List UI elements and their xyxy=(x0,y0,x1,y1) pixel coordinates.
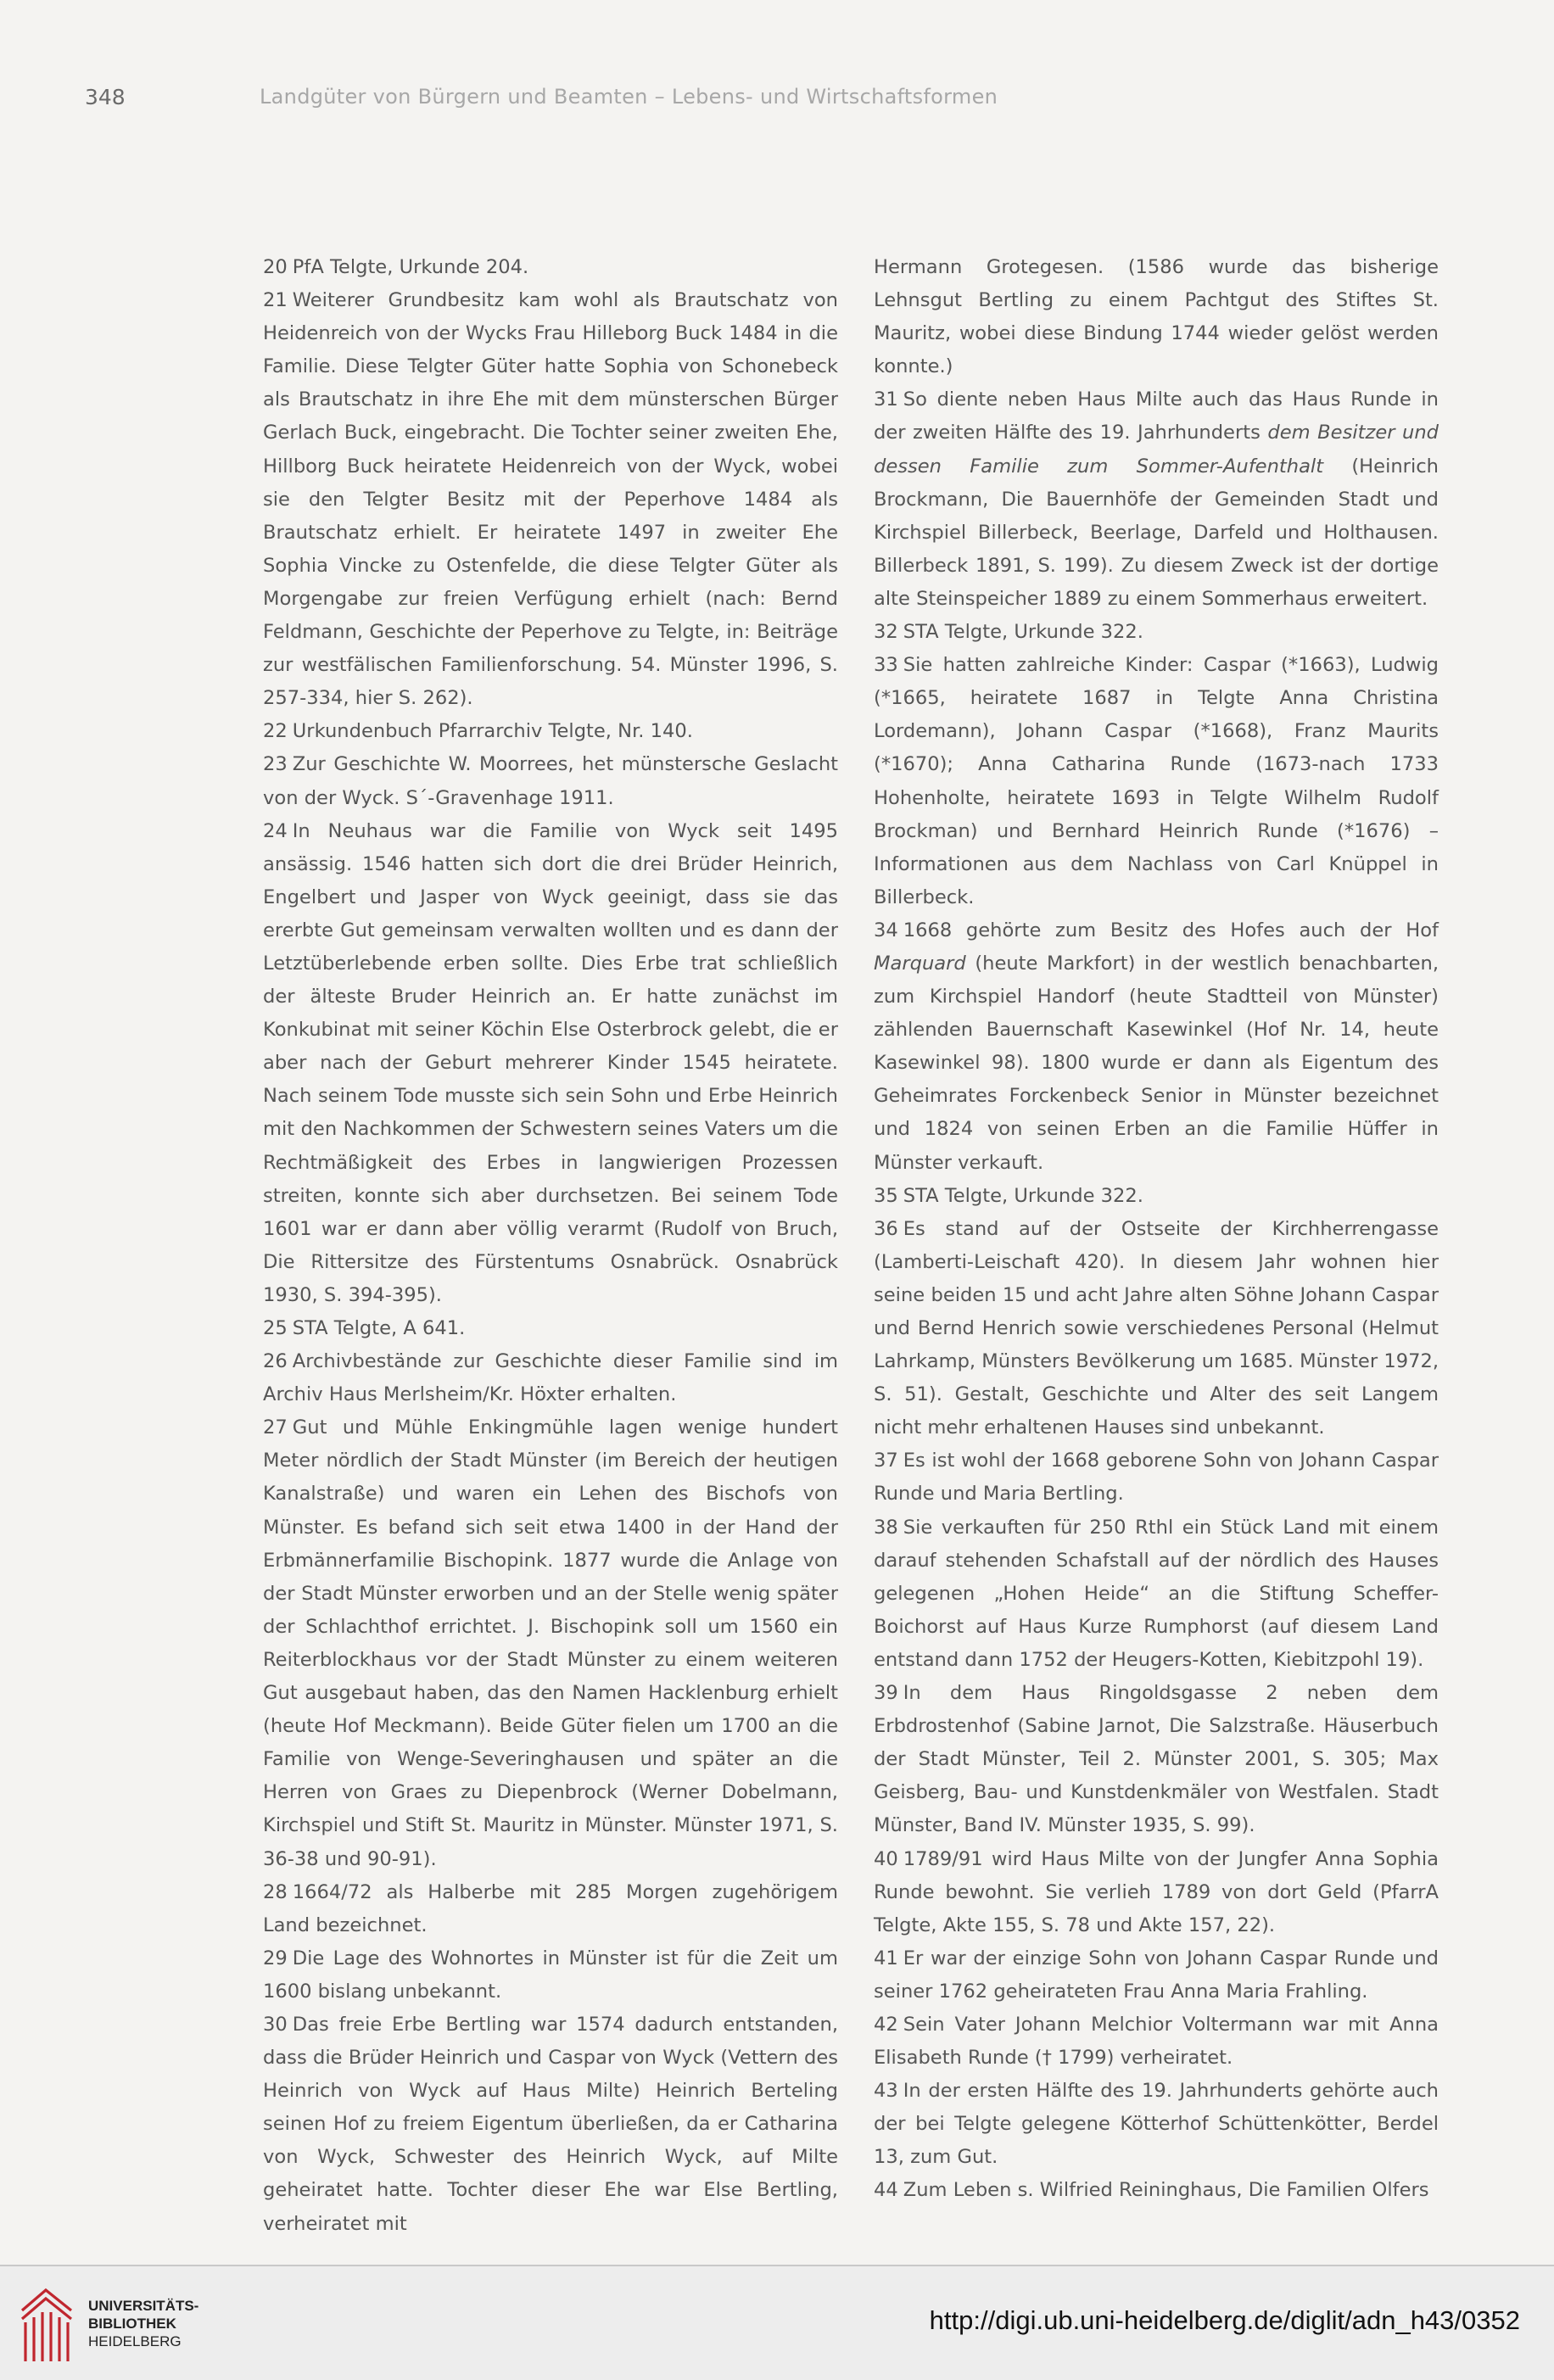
footnote xyxy=(263,1345,838,1411)
footnote-number: 34 xyxy=(874,919,898,941)
footnote-number: 25 xyxy=(263,1317,288,1339)
footnote-text: Gut und Mühle Enkingmühle lagen wenige hundert Meter nördlich der Stadt Münster (im Bereich der heutigen Kanalstraße) und waren ein Lehen des Bischofs von Münster. Es befand sich seit etwa 1400 in der Hand der Erbmännerfamilie Bischopink. 1877 wurde die Anlage von der Stadt Münster erworben und an der Stelle wenig später der Schlachthof errichtet. J. Bischopink soll um 1560 ein Reiterblockhaus vor der Stadt Münster zu einem weiteren Gut ausgebaut haben, das den Namen Hacklenburg erhielt (heute Hof Meckmann). Beide Güter fielen um 1700 an die Familie von Wenge-Severinghausen und später an die Herren von Graes zu Diepenbrock (Werner Dobelmann, Kirchspiel und Stift St. Mauritz in Münster. Münster 1971, S. 36-38 und 90-91). xyxy=(263,1416,838,1870)
footnote-text: Archivbestände zur Geschichte dieser Familie sind im Archiv Haus Merlsheim/Kr. Höxter erhalten. xyxy=(263,1350,838,1406)
footnote xyxy=(263,251,838,284)
footnote-number: 23 xyxy=(263,753,288,776)
footnote-number: 20 xyxy=(263,256,288,278)
footnote-number: 31 xyxy=(874,388,898,411)
footnote-text: Sie verkauften für 250 Rthl ein Stück Land mit einem darauf stehenden Schafstall auf der nördlich des Hauses gelegenen „Hohen Heide“ an die Stiftung Scheffer-Boichorst auf Haus Kurze Rumphorst (auf diesem Land entstand dann 1752 der Heugers-Kotten, Kiebitzpohl 19). xyxy=(874,1516,1439,1671)
library-name-line3: HEIDELBERG xyxy=(88,2333,182,2349)
footnote xyxy=(874,2008,1439,2075)
footnote xyxy=(263,815,838,1312)
footnote-number: 37 xyxy=(874,1450,898,1472)
footnote-text: Die Lage des Wohnortes in Münster ist für die Zeit um 1600 bislang unbekannt. xyxy=(263,1947,838,2003)
footnote xyxy=(263,715,838,748)
running-title: Landgüter von Bürgern und Beamten – Lebens- und Wirtschaftsformen xyxy=(260,85,998,109)
footnote xyxy=(263,1876,838,1942)
footnote-text: STA Telgte, Urkunde 322. xyxy=(903,1184,1143,1207)
page-number: 348 xyxy=(85,85,126,109)
footnote-number: 38 xyxy=(874,1516,898,1539)
footnote-number: 26 xyxy=(263,1350,288,1373)
footnote-number: 22 xyxy=(263,720,288,743)
footnote-text: In Neuhaus war die Familie von Wyck seit 1495 ansässig. 1546 hatten sich dort die drei Brüder Heinrich, Engelbert und Jasper von Wyck geeinigt, dass sie das ererbte Gut gemeinsam verwalten wollten und es dann der Letztüberlebende erben sollte. Dies Erbe trat schließlich der älteste Bruder Heinrich an. Er hatte zunächst im Konkubinat mit seiner Köchin Else Osterbrock gelebt, die er aber nach der Geburt mehrerer Kinder 1545 heiratete. Nach seinem Tode musste sich sein Sohn und Erbe Heinrich mit den Nachkommen der Schwestern seines Vaters um die Rechtmäßigkeit des Erbes in langwierigen Prozessen streiten, konnte sich aber durchsetzen. Bei seinem Tode 1601 war er dann aber völlig verarmt (Rudolf von Bruch, Die Rittersitze des Fürstentums Osnabrück. Osnabrück 1930, S. 394-395). xyxy=(263,819,838,1306)
footnote xyxy=(874,914,1439,1180)
footnote-text: Hermann Grotegesen. (1586 wurde das bisherige Lehnsgut Bertling zu einem Pachtgut des Stiftes St. Mauritz, wobei diese Bindung 1744 wieder gelöst werden konnte.) xyxy=(874,256,1439,378)
footnote-number: 24 xyxy=(263,819,288,842)
footnote-number: 29 xyxy=(263,1947,288,1969)
library-footer xyxy=(0,2265,1554,2380)
footnote xyxy=(263,748,838,814)
footnote-number: 21 xyxy=(263,289,288,312)
footnote xyxy=(874,1511,1439,1677)
footnote-text: STA Telgte, Urkunde 322. xyxy=(903,621,1143,644)
footnote-number: 40 xyxy=(874,1847,898,1870)
footnotes-right-column xyxy=(874,251,1439,2208)
footnote xyxy=(874,1843,1439,1942)
footnote xyxy=(874,251,1439,383)
footnote-text: Sie hatten zahlreiche Kinder: Caspar (*1663), Ludwig (*1665, heiratete 1687 in Telgte Anna Christina Lordemann), Johann Caspar (*1668), Franz Maurits (*1670); Anna Catharina Runde (1673-nach 1733 Hohenholte, heiratete 1693 in Telgte Wilhelm Rudolf Brockman) und Bernhard Heinrich Runde (*1676) – Informationen aus dem Nachlass von Carl Knüppel in Billerbeck. xyxy=(874,654,1439,908)
footnote xyxy=(874,616,1439,649)
footnote-text: Es ist wohl der 1668 geborene Sohn von Johann Caspar Runde und Maria Bertling. xyxy=(874,1450,1439,1506)
footnote xyxy=(874,1180,1439,1213)
footnote-number: 32 xyxy=(874,621,898,644)
footnote-number: 35 xyxy=(874,1184,898,1207)
footnote-text-continued: (Heinrich Brockmann, Die Bauernhöfe der Gemeinden Stadt und Kirchspiel Billerbeck, Beerlage, Darfeld und Holthausen. Billerbeck 1891, S. 199). Zu diesem Zweck ist der dortige alte Steinspeicher 1889 zu einem Sommerhaus erweitert. xyxy=(874,455,1439,610)
footnote-number: 39 xyxy=(874,1682,898,1705)
footnote-text: Zum Leben s. Wilfried Reininghaus, Die Familien Olfers xyxy=(903,2179,1429,2202)
running-head xyxy=(0,85,1554,119)
footnote-text: Das freie Erbe Bertling war 1574 dadurch entstanden, dass die Brüder Heinrich und Caspar von Wyck (Vettern des Heinrich von Wyck auf Haus Milte) Heinrich Berteling seinen Hof zu freiem Eigentum überließen, da er Catharina von Wyck, Schwester des Heinrich Wyck, auf Milte geheiratet hatte. Tochter dieser Ehe war Else Bertling, verheiratet mit xyxy=(263,2013,838,2235)
footnote-number: 43 xyxy=(874,2080,898,2103)
footnote xyxy=(874,1677,1439,1842)
footnote-text: In der ersten Hälfte des 19. Jahrhunderts gehörte auch der bei Telgte gelegene Kötterhof Schüttenkötter, Berdel 13, zum Gut. xyxy=(874,2080,1439,2169)
footnote-italic-quote: dem Besitzer und dessen Familie zum Sommer-Aufenthalt xyxy=(874,422,1439,478)
footnote-number: 28 xyxy=(263,1880,288,1903)
footnote-text: Zur Geschichte W. Moorrees, het münstersche Geslacht von der Wyck. S´-Gravenhage 1911. xyxy=(263,753,838,809)
footnotes-left-column xyxy=(263,251,838,2241)
footnote-number: 36 xyxy=(874,1217,898,1240)
footnote-text: Weiterer Grundbesitz kam wohl als Brautschatz von Heidenreich von der Wycks Frau Hilleborg Buck 1484 in die Familie. Diese Telgter Güter hatte Sophia von Schonebeck als Brautschatz in ihre Ehe mit dem münsterschen Bürger Gerlach Buck, eingebracht. Die Tochter seiner zweiten Ehe, Hillborg Buck heiratete Heidenreich von der Wyck, wobei sie den Telgter Besitz mit der Peperhove 1484 als Brautschatz erhielt. Er heiratete 1497 in zweiter Ehe Sophia Vincke zu Ostenfelde, die diese Telgter Güter als Morgengabe zur freien Verfügung erhielt (nach: Bernd Feldmann, Geschichte der Peperhove zu Telgte, in: Beiträge zur westfälischen Familienforschung. 54. Münster 1996, S. 257-334, hier S. 262). xyxy=(263,289,838,710)
footnote xyxy=(874,2075,1439,2174)
footnote-text-continued: (heute Markfort) in der westlich benachbarten, zum Kirchspiel Handorf (heute Stadtteil von Münster) zählenden Bauernschaft Kasewinkel (Hof Nr. 14, heute Kasewinkel 98). 1800 wurde er dann als Eigentum des Geheimrates Forckenbeck Senior in Münster bezeichnet und 1824 von seinen Erben an die Familie Hüffer in Münster verkauft. xyxy=(874,952,1439,1174)
footnote-text: So diente neben Haus Milte auch das Haus Runde in der zweiten Hälfte des 19. Jahrhunderts xyxy=(874,388,1439,444)
footnote xyxy=(263,1312,838,1345)
library-name xyxy=(88,2297,198,2350)
footnote-text: 1789/91 wird Haus Milte von der Jungfer Anna Sophia Runde bewohnt. Sie verlieh 1789 von dort Geld (PfarrA Telgte, Akte 155, S. 78 und Akte 157, 22). xyxy=(874,1847,1439,1936)
footnote-italic-quote: Marquard xyxy=(874,952,966,975)
library-logo-icon xyxy=(17,2285,76,2366)
footnote-text: Sein Vater Johann Melchior Voltermann war mit Anna Elisabeth Runde († 1799) verheiratet. xyxy=(874,2013,1439,2070)
library-name-line2: BIBLIOTHEK xyxy=(88,2316,176,2332)
footnote-text: In dem Haus Ringoldsgasse 2 neben dem Erbdrostenhof (Sabine Jarnot, Die Salzstraße. Häuserbuch der Stadt Münster, Teil 2. Münster 2001, S. 305; Max Geisberg, Bau- und Kunstdenkmäler von Westfalen. Stadt Münster, Band IV. Münster 1935, S. 99). xyxy=(874,1682,1439,1837)
footnote-number: 30 xyxy=(263,2013,288,2036)
footnote-text: 1664/72 als Halberbe mit 285 Morgen zugehörigem Land bezeichnet. xyxy=(263,1880,838,1936)
footnote xyxy=(263,1411,838,1875)
footnote-text: PfA Telgte, Urkunde 204. xyxy=(292,256,529,278)
footnote xyxy=(874,1213,1439,1445)
digital-copy-url[interactable]: http://digi.ub.uni-heidelberg.de/diglit/adn_h43/0352 xyxy=(929,2305,1520,2335)
footnote xyxy=(263,1942,838,2008)
footnote xyxy=(874,2174,1439,2207)
footnote-number: 44 xyxy=(874,2179,898,2202)
footnote-text: Er war der einzige Sohn von Johann Caspar Runde und seiner 1762 geheirateten Frau Anna Maria Frahling. xyxy=(874,1947,1439,2003)
footnote xyxy=(874,383,1439,616)
footnote-text: STA Telgte, A 641. xyxy=(292,1317,466,1339)
library-name-line1: UNIVERSITÄTS- xyxy=(88,2298,199,2314)
footnote-text: Urkundenbuch Pfarrarchiv Telgte, Nr. 140. xyxy=(292,720,693,743)
footnote-number: 41 xyxy=(874,1947,898,1969)
footnote-text: 1668 gehörte zum Besitz des Hofes auch der Hof xyxy=(903,919,1439,941)
footnote-number: 42 xyxy=(874,2013,898,2036)
footnote xyxy=(874,1444,1439,1511)
footnote xyxy=(263,2008,838,2241)
footnote xyxy=(263,284,838,715)
footnote-text: Es stand auf der Ostseite der Kirchherrengasse (Lamberti-Leischaft 420). In diesem Jahr wohnen hier seine beiden 15 und acht Jahre alten Söhne Johann Caspar und Bernd Henrich sowie verschiedenes Personal (Helmut Lahrkamp, Münsters Bevölkerung um 1685. Münster 1972, S. 51). Gestalt, Geschichte und Alter des seit Langem nicht mehr erhaltenen Hauses sind unbekannt. xyxy=(874,1217,1439,1439)
footnote-number: 27 xyxy=(263,1416,288,1439)
footnote xyxy=(874,649,1439,914)
footnote-number: 33 xyxy=(874,654,898,677)
footnote xyxy=(874,1942,1439,2008)
